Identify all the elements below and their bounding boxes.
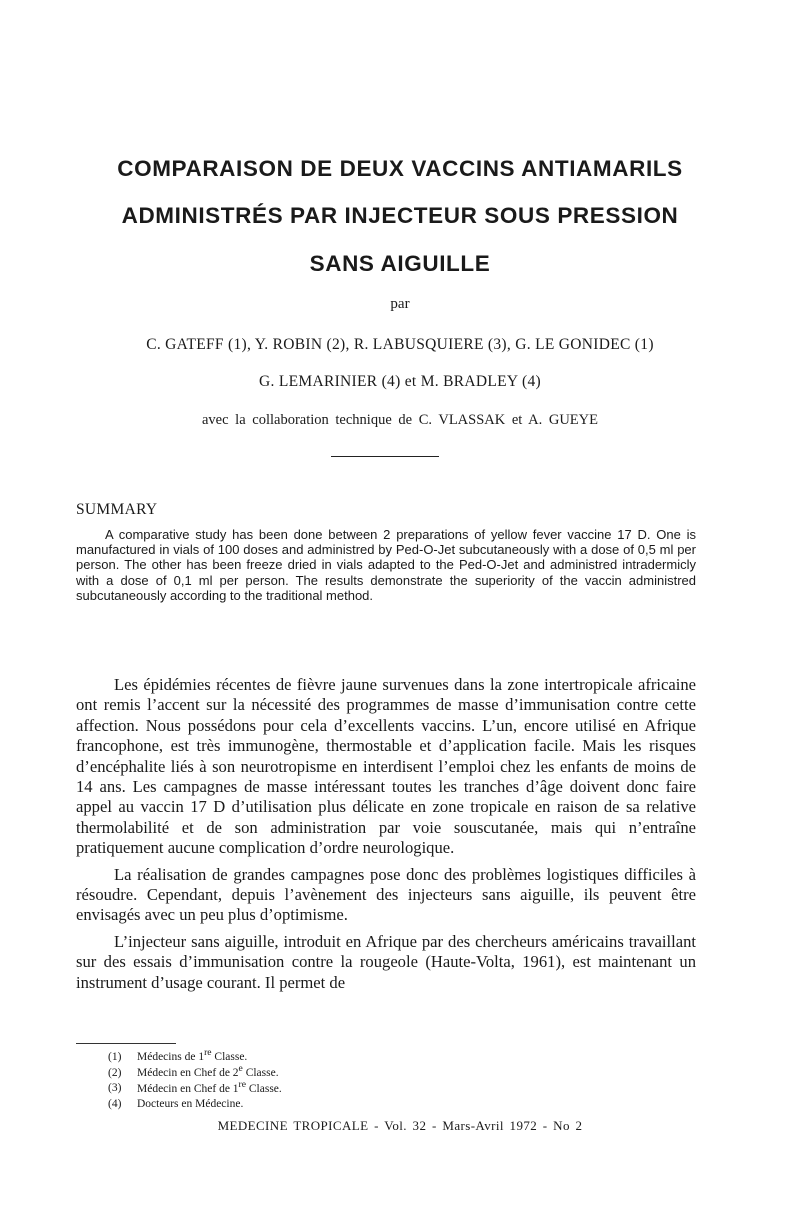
byline-par: par (390, 296, 410, 312)
footnote-4: (4) Docteurs en Médecine. (108, 1098, 244, 1111)
footnotes (108, 1047, 282, 1110)
body-paragraph-3: L’injecteur sans aiguille, introduit en Afrique par des chercheurs américains travaillant sur des essais d’immunisation contre la rougeole (Haute-Volta, 1961), est maintenant un instrument d’usage courant. Il permet de (76, 931, 696, 992)
summary-heading: SUMMARY (76, 501, 158, 518)
journal-footer: MEDECINE TROPICALE - Vol. 32 - Mars-Avril 1972 - No 2 (217, 1118, 583, 1133)
footnote-2: (2) Médecin en Chef de 2e Classe. (108, 1062, 279, 1079)
footnote-divider (76, 1043, 176, 1044)
footnote-1: (1) Médecins de 1re Classe. (108, 1047, 248, 1063)
collaboration-line: avec la collaboration technique de C. VLASSAK et A. GUEYE (202, 412, 598, 428)
body-paragraph-1: Les épidémies récentes de fièvre jaune survenues dans la zone intertropicale africaine ont remis l’accent sur la nécessité des programmes de masse d’immunisation contre cette affection. Nous possédons pour cela d’excellents vaccins. L’un, encore utilisé en Afrique francophone, est très immunogène, thermostable et d’application facile. Mais les risques d’encéphalite liés à son neurotropisme en interdisent l’emploi chez les enfants de moins de 14 ans. Les campagnes de masse intéressant toutes les tranches d’âge doivent donc faire appel au vaccin 17 D d’utilisation plus délicate en zone tropicale en raison de sa relative thermolabilité et de son administration par voie souscutanée, mais qui n’entraîne pratiquement aucune complication d’ordre neurologique. (76, 675, 696, 858)
footnote-3: (3) Médecin en Chef de 1re Classe. (108, 1078, 282, 1095)
title-line-3: SANS AIGUILLE (309, 251, 491, 276)
body-paragraph-2: La réalisation de grandes campagnes pose donc des problèmes logistiques difficiles à résoudre. Cependant, depuis l’avènement des injecteurs sans aiguille, ils peuvent être envisagés avec un peu plus d’optimisme. (76, 864, 696, 925)
title-divider (331, 456, 439, 457)
title-line-2: ADMINISTRÉS PAR INJECTEUR SOUS PRESSION (121, 203, 679, 228)
title-line-1: COMPARAISON DE DEUX VACCINS ANTIAMARILS (117, 156, 683, 181)
authors-line-2: G. LEMARINIER (4) et M. BRADLEY (4) (259, 373, 541, 390)
article-body (76, 675, 696, 999)
authors-line-1: C. GATEFF (1), Y. ROBIN (2), R. LABUSQUIERE (3), G. LE GONIDEC (1) (146, 336, 654, 353)
summary-text: A comparative study has been done between 2 preparations of yellow fever vaccine 17 D. One is manufactured in vials of 100 doses and administred by Ped-O-Jet subcutaneously with a dose of 0,5 ml per person. The other has been freeze dried in vials adapted to the Ped-O-Jet and administred intradermicly with a dose of 0,1 ml per person. The results demonstrate the superiority of the vaccin administred subcutaneously according to the traditional method. (76, 527, 696, 603)
